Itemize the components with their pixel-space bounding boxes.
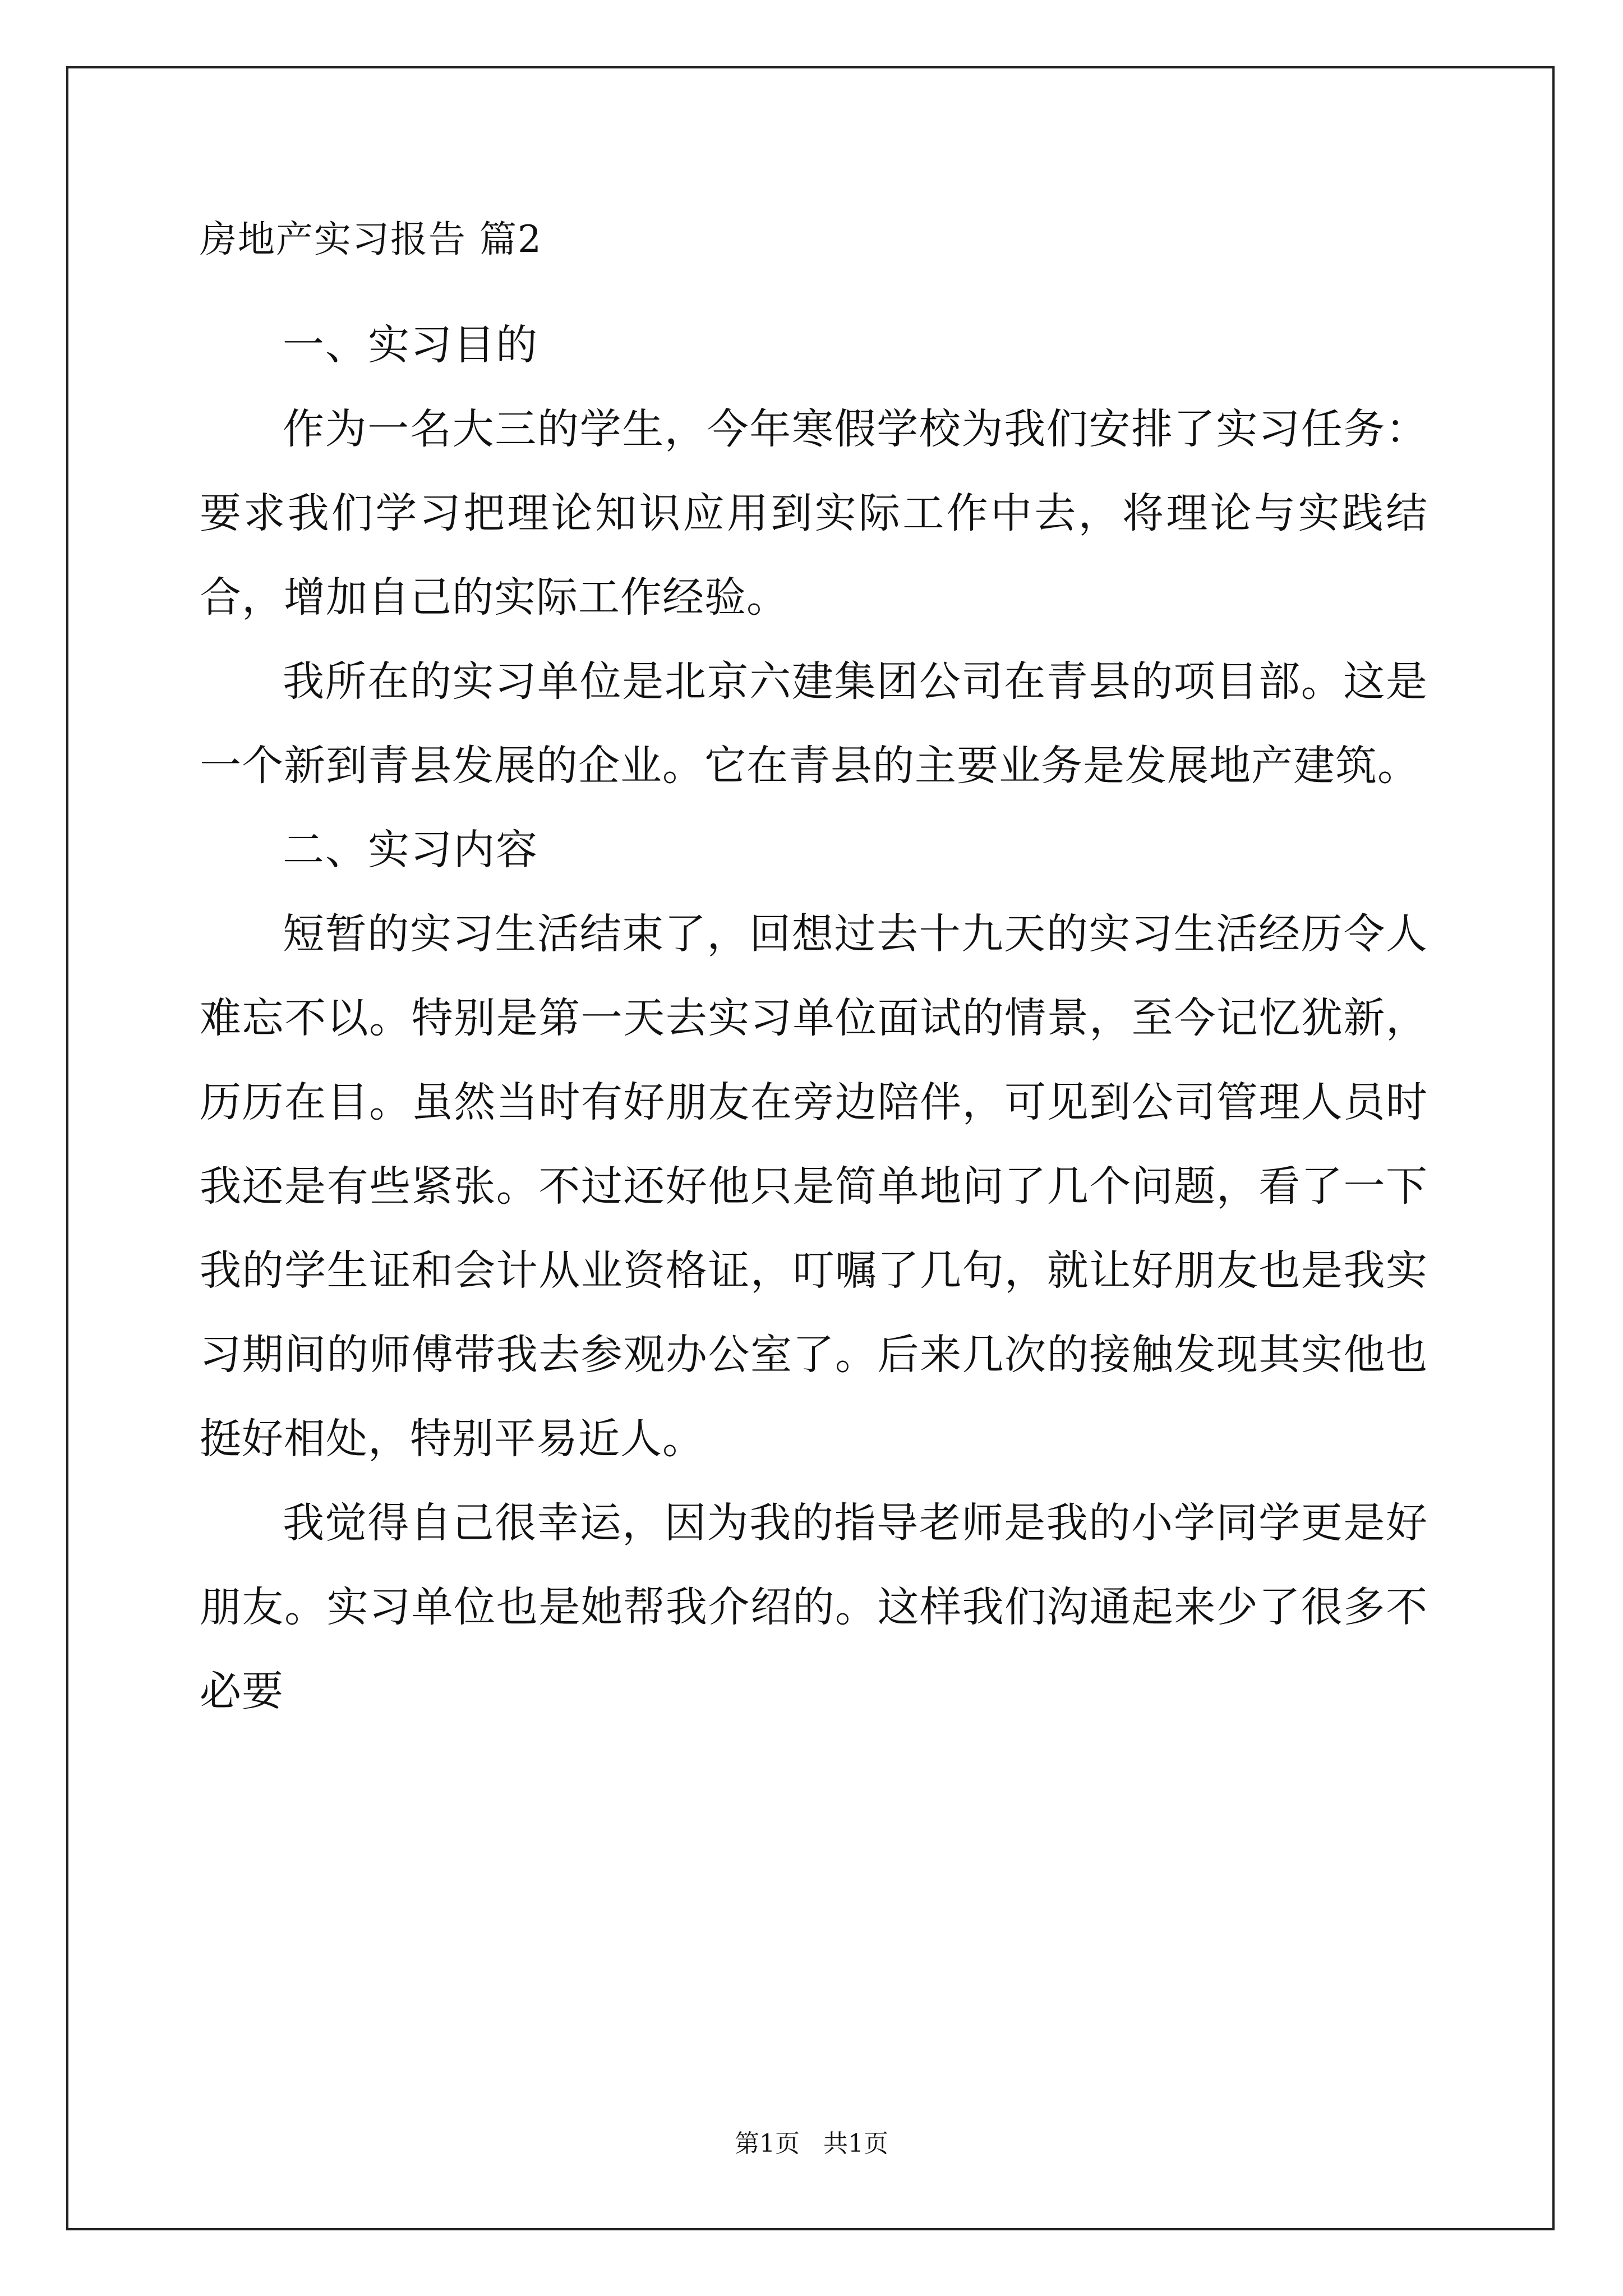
section-heading-purpose: 一、实习目的 <box>283 321 538 369</box>
paragraph: 短暂的实习生活结束了，回想过去十九天的实习生活经历令人难忘不以。特别是第一天去实习单位面试的情景，至今记忆犹新，历历在目。虽然当时有好朋友在旁边陪伴，可见到公司管理人员时我还是有些紧张。不过还好他只是简单地问了几个问题，看了一下我的学生证和会计从业资格证，叮嘱了几句，就让好朋友也是我实习期间的师傅带我去参观办公室了。后来几次的接触发现其实他也挺好相处，特别平易近人。 <box>200 910 1428 1463</box>
document-title: 房地产实习报告 篇2 <box>200 218 542 261</box>
document-body <box>200 219 1428 1733</box>
paragraph: 我所在的实习单位是北京六建集团公司在青县的项目部。这是一个新到青县发展的企业。它在青县的主要业务是发展地产建筑。 <box>200 657 1428 790</box>
paragraph: 作为一名大三的学生，今年寒假学校为我们安排了实习任务：要求我们学习把理论知识应用到实际工作中去，将理论与实践结合，增加自己的实际工作经验。 <box>200 405 1428 622</box>
section-heading-content: 二、实习内容 <box>283 826 538 874</box>
page-footer: 第1页 共1页 <box>735 2129 888 2158</box>
paragraph: 我觉得自己很幸运，因为我的指导老师是我的小学同学更是好朋友。实习单位也是她帮我介绍的。这样我们沟通起来少了很多不必要 <box>200 1499 1428 1715</box>
